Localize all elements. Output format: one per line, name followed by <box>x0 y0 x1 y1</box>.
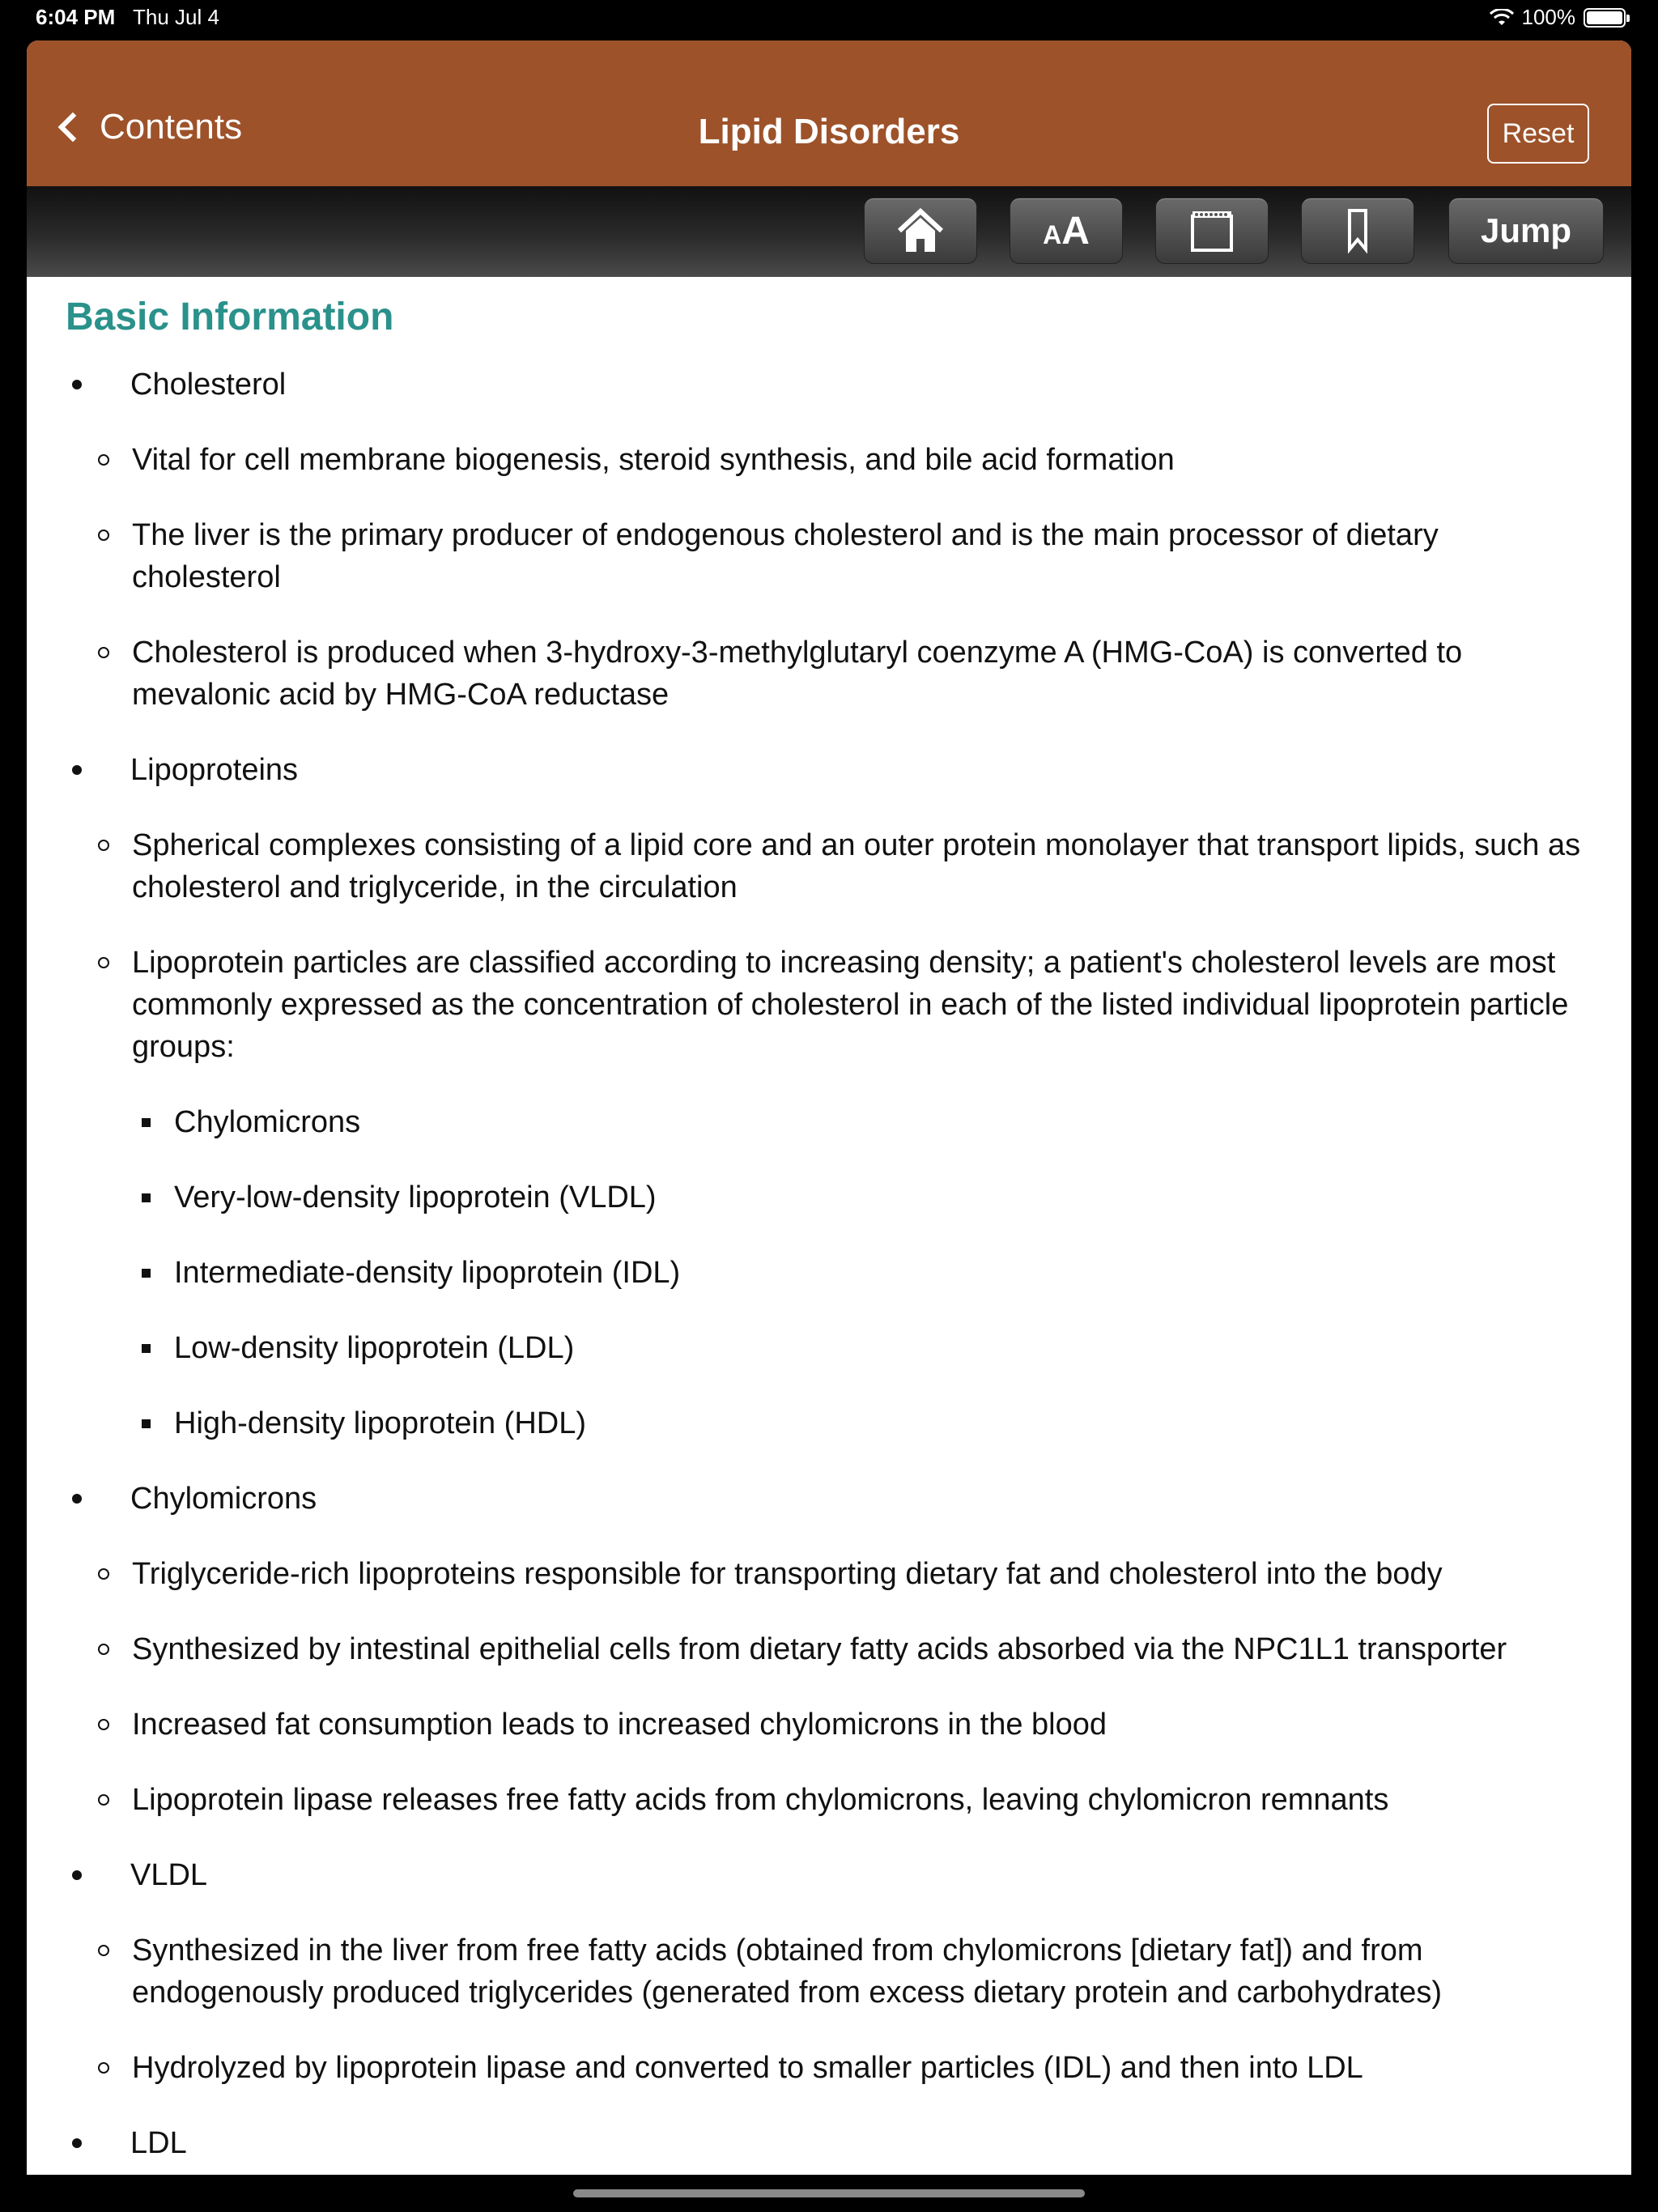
sub-list <box>130 824 1592 1444</box>
list-item-text: Intermediate-density lipoprotein (IDL) <box>174 1256 681 1290</box>
list-item <box>90 1929 1592 2014</box>
list-item <box>66 2122 1592 2164</box>
list-item-text: Low-density lipoprotein (LDL) <box>174 1331 575 1365</box>
list-item-text: Vital for cell membrane biogenesis, steroid synthesis, and bile acid formation <box>132 443 1175 477</box>
text-size-small-glyph: A <box>1043 219 1062 249</box>
navigation-bar <box>27 40 1631 186</box>
list-item-text: High-density lipoprotein (HDL) <box>174 1406 586 1440</box>
list-item-text: Hydrolyzed by lipoprotein lipase and converted to smaller particles (IDL) and then into LDL <box>132 2051 1363 2085</box>
list-item-text: Spherical complexes consisting of a lipid core and an outer protein monolayer that transport lipids, such as cholesterol and triglyceride, in the circulation <box>132 828 1581 904</box>
list-item <box>90 824 1592 908</box>
list-item <box>66 749 1592 1444</box>
list-item <box>90 1779 1592 1821</box>
list-item <box>132 1252 1592 1294</box>
app-window <box>27 40 1631 2175</box>
page-title: Lipid Disorders <box>698 112 960 151</box>
list-item-text: Cholesterol is produced when 3-hydroxy-3-methylglutaryl coenzyme A (HMG-CoA) is converted to mevalonic acid by HMG-CoA reductase <box>132 636 1463 712</box>
section-title: Basic Information <box>66 296 394 338</box>
list-item-text: Cholesterol <box>130 368 287 402</box>
list-item <box>90 439 1592 481</box>
reset-button[interactable]: Reset <box>1487 104 1589 164</box>
battery-icon <box>1584 8 1626 28</box>
battery-percent: 100% <box>1521 5 1575 29</box>
text-size-icon <box>1043 209 1090 253</box>
list-item-text: Increased fat consumption leads to increased chylomicrons in the blood <box>132 1708 1107 1742</box>
list-item-text: Lipoproteins <box>130 753 299 787</box>
list-item <box>90 1628 1592 1670</box>
list-item <box>90 632 1592 716</box>
bookmark-icon <box>1341 207 1374 254</box>
sub-list <box>132 1101 1592 1444</box>
list-item-text: Lipoprotein lipase releases free fatty acids from chylomicrons, leaving chylomicron remnants <box>132 1783 1389 1817</box>
text-size-big-glyph: A <box>1061 209 1090 253</box>
back-button-label: Contents <box>100 107 243 147</box>
status-time: 6:04 PM <box>36 5 116 29</box>
notes-button[interactable] <box>1155 198 1269 264</box>
outline-list <box>66 364 1592 2164</box>
home-button[interactable] <box>864 198 977 264</box>
list-item <box>66 1478 1592 1821</box>
list-item <box>90 1704 1592 1746</box>
list-item-text: Very-low-density lipoprotein (VLDL) <box>174 1180 657 1214</box>
list-item <box>90 1553 1592 1595</box>
list-item <box>66 1854 1592 2089</box>
list-item <box>90 942 1592 1444</box>
article-content <box>27 277 1631 2164</box>
list-item-text: LDL <box>130 2126 187 2160</box>
sub-list <box>130 1553 1592 1821</box>
notepad-icon <box>1188 208 1236 253</box>
list-item-text: Chylomicrons <box>174 1105 361 1139</box>
bookmark-button[interactable] <box>1301 198 1414 264</box>
text-size-button[interactable] <box>1010 198 1123 264</box>
toolbar <box>27 186 1631 277</box>
status-date: Thu Jul 4 <box>133 5 219 29</box>
home-indicator[interactable] <box>573 2189 1085 2197</box>
list-item <box>90 2047 1592 2089</box>
list-item-text: VLDL <box>130 1858 208 1892</box>
list-item <box>90 514 1592 598</box>
sub-list <box>130 1929 1592 2089</box>
home-icon <box>896 206 945 255</box>
list-item-text: Chylomicrons <box>130 1482 317 1516</box>
list-item <box>132 1402 1592 1444</box>
list-item-text: Synthesized by intestinal epithelial cells from dietary fatty acids absorbed via the NPC1L1 transporter <box>132 1632 1507 1666</box>
jump-button[interactable]: Jump <box>1448 198 1604 264</box>
list-item <box>132 1327 1592 1369</box>
status-indicators <box>1490 5 1626 30</box>
list-item-text: Triglyceride-rich lipoproteins responsible for transporting dietary fat and cholesterol into the body <box>132 1557 1443 1591</box>
sub-list <box>130 439 1592 716</box>
list-item <box>132 1176 1592 1219</box>
list-item-text: Synthesized in the liver from free fatty acids (obtained from chylomicrons [dietary fat]) and from endogenously produced triglycerides (generated from excess dietary protein and carbohydrates) <box>132 1933 1443 2010</box>
list-item <box>132 1101 1592 1143</box>
status-bar <box>0 0 1658 36</box>
list-item-text: Lipoprotein particles are classified according to increasing density; a patient's cholesterol levels are most commonly expressed as the concentration of cholesterol in each of the listed individual lipoprotein particle groups: <box>132 946 1569 1064</box>
list-item <box>66 364 1592 716</box>
list-item-text: The liver is the primary producer of endogenous cholesterol and is the main processor of dietary cholesterol <box>132 518 1439 594</box>
wifi-icon <box>1490 9 1514 27</box>
